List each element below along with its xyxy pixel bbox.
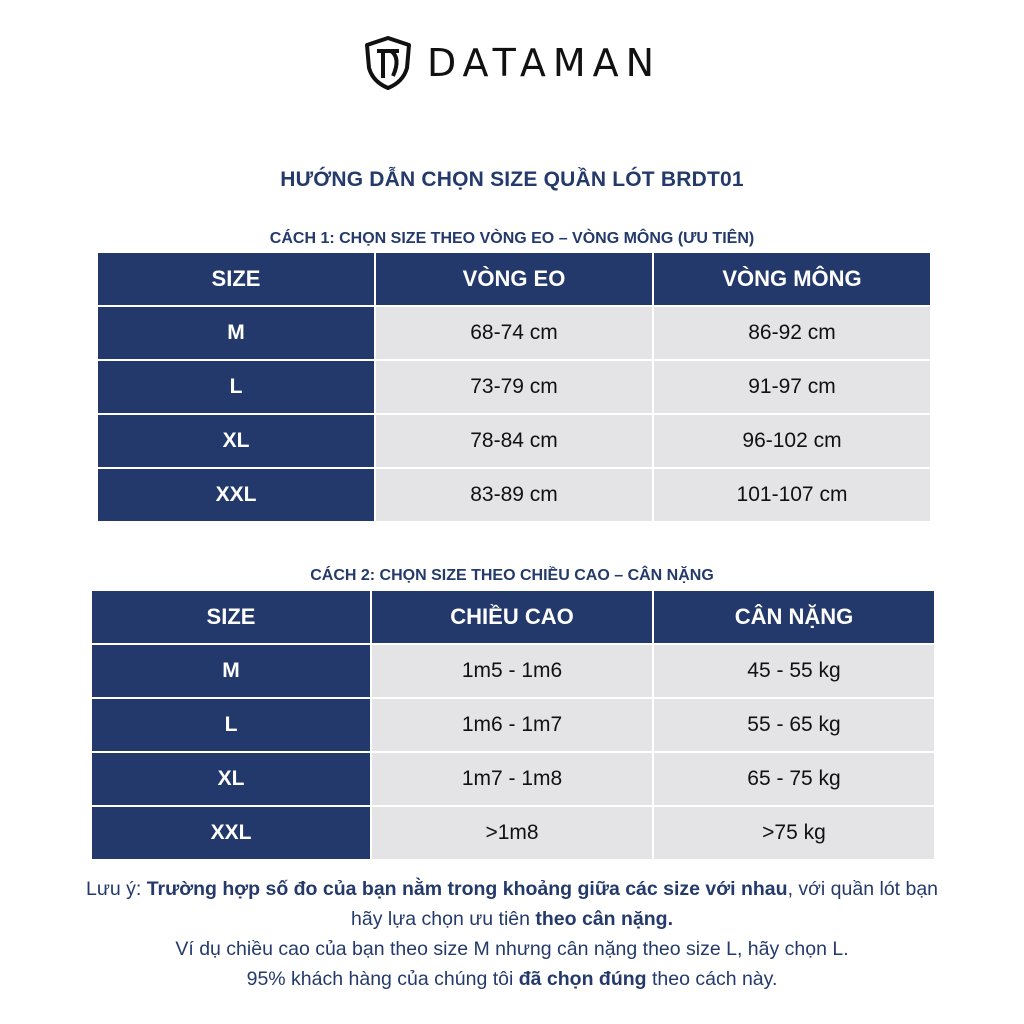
table-row <box>98 307 930 359</box>
waist-value: 83-89 cm <box>376 469 652 521</box>
weight-value: 45 - 55 kg <box>654 645 934 697</box>
height-value: 1m6 - 1m7 <box>372 699 652 751</box>
table-row <box>92 807 934 859</box>
weight-value: >75 kg <box>654 807 934 859</box>
size-label: XL <box>92 753 370 805</box>
hip-value: 86-92 cm <box>654 307 930 359</box>
hip-value: 91-97 cm <box>654 361 930 413</box>
height-value: >1m8 <box>372 807 652 859</box>
table-header-row <box>98 253 930 305</box>
note-prefix: Lưu ý: <box>85 878 147 900</box>
size-label: XL <box>98 415 374 467</box>
page-title: HƯỚNG DẪN CHỌN SIZE QUẦN LÓT BRDT01 <box>280 168 744 191</box>
note-percent: 95% khách hàng của chúng tôi <box>246 968 519 990</box>
table-row <box>98 361 930 413</box>
header-size: SIZE <box>92 591 370 643</box>
size-label: M <box>92 645 370 697</box>
header-hip: VÒNG MÔNG <box>654 253 930 305</box>
note-bold-weight: theo cân nặng. <box>535 908 673 930</box>
size-label: L <box>92 699 370 751</box>
size-label: XXL <box>98 469 374 521</box>
table-row <box>92 753 934 805</box>
size-label: XXL <box>92 807 370 859</box>
note-continuation: , với quần lót bạn <box>787 878 939 900</box>
table-row <box>92 699 934 751</box>
hip-value: 96-102 cm <box>654 415 930 467</box>
table-row <box>92 645 934 697</box>
method2-table <box>90 589 936 861</box>
hip-value: 101-107 cm <box>654 469 930 521</box>
brand-name: DATAMAN <box>426 41 662 85</box>
waist-value: 78-84 cm <box>376 415 652 467</box>
table-row <box>98 469 930 521</box>
method1-table <box>96 251 932 523</box>
brand-logo <box>0 36 1024 90</box>
note-bold-range: Trường hợp số đo của bạn nằm trong khoảng giữa các size với nhau <box>146 878 788 900</box>
height-value: 1m5 - 1m6 <box>372 645 652 697</box>
note-bold-correct: đã chọn đúng <box>518 968 647 990</box>
note-line-3: Ví dụ chiều cao của bạn theo size M nhưng cân nặng theo size L, hãy chọn L. <box>175 938 849 960</box>
table-header-row <box>92 591 934 643</box>
header-size: SIZE <box>98 253 374 305</box>
dataman-shield-icon <box>363 36 413 90</box>
waist-value: 68-74 cm <box>376 307 652 359</box>
size-label: L <box>98 361 374 413</box>
note-line-2 <box>0 904 1024 934</box>
header-waist: VÒNG EO <box>376 253 652 305</box>
note-end: theo cách này. <box>646 968 778 990</box>
method2-title: CÁCH 2: CHỌN SIZE THEO CHIỀU CAO – CÂN NẶNG <box>310 567 714 584</box>
table-row <box>98 415 930 467</box>
header-height: CHIỀU CAO <box>372 591 652 643</box>
weight-value: 65 - 75 kg <box>654 753 934 805</box>
height-value: 1m7 - 1m8 <box>372 753 652 805</box>
note-text <box>0 874 1024 994</box>
header-weight: CÂN NẶNG <box>654 591 934 643</box>
note-line-4 <box>0 964 1024 994</box>
weight-value: 55 - 65 kg <box>654 699 934 751</box>
method1-title: CÁCH 1: CHỌN SIZE THEO VÒNG EO – VÒNG MÔNG (ƯU TIÊN) <box>269 230 755 247</box>
size-label: M <box>98 307 374 359</box>
note-line-1 <box>0 874 1024 904</box>
note-advice: hãy lựa chọn ưu tiên <box>351 908 536 930</box>
waist-value: 73-79 cm <box>376 361 652 413</box>
